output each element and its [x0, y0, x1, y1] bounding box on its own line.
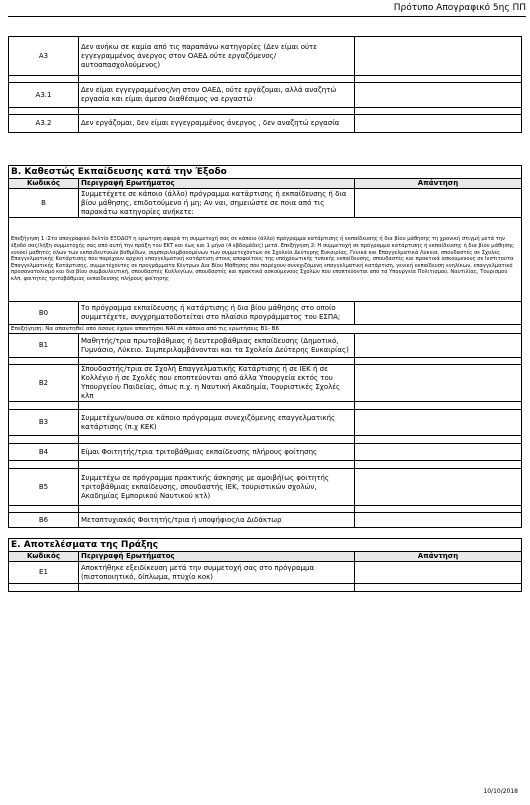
- code-cell: Β3: [9, 410, 79, 436]
- table-row: [9, 302, 522, 325]
- desc-cell: Μαθητής/τρια πρωτοβάθμιας ή δευτεροβάθμιας εκπαίδευσης (Δημοτικό, Γυμνάσιο, Λύκειο. Συμπεριλαμβάνονται και τα Σχολεία Δεύτερης Ευκαιρίας): [79, 334, 355, 358]
- desc-cell: Δεν είμαι εγγεγραμμένος/νη στον ΟΑΕΔ, ούτε εργάζομαι, αλλά αναζητώ εργασία και είμαι άμεσα διαθέσιμος να εργαστώ: [79, 83, 355, 108]
- desc-cell: Το πρόγραμμα εκπαίδευσης ή κατάρτισης ή δια βίου μάθησης στο οποίο συμμετέχετε, συγχρηματοδοτείται στο πλαίσιο προγράμματος του ΕΣΠΑ;: [79, 302, 355, 325]
- answer-cell[interactable]: [355, 410, 522, 436]
- col-answer-header: Απάντηση: [355, 179, 522, 189]
- code-cell: Β4: [9, 444, 79, 461]
- answer-cell[interactable]: [355, 334, 522, 358]
- desc-cell: Μεταπτυχιακός Φοιτητής/τρια ή υποψήφιος/ια Διδάκτωρ: [79, 513, 355, 528]
- desc-cell: Συμμετέχων/ουσα σε κάποιο πρόγραμμα συνεχιζόμενης επαγγελματικής κατάρτισης (π.χ ΚΕΚ): [79, 410, 355, 436]
- answer-cell[interactable]: [355, 513, 522, 528]
- code-cell: Β5: [9, 469, 79, 506]
- table-row: [9, 189, 522, 218]
- code-cell: Α3: [9, 37, 79, 76]
- col-code-header: Κωδικός: [9, 552, 79, 562]
- code-cell: Α3.1: [9, 83, 79, 108]
- code-cell: Β2: [9, 365, 79, 402]
- table-row: [9, 334, 522, 358]
- answer-cell[interactable]: [355, 189, 522, 218]
- col-desc-header: Περιγραφή Ερωτήματος: [79, 552, 355, 562]
- footer-date: 10/10/2018: [483, 788, 518, 795]
- desc-cell: Σπουδαστής/τρια σε Σχολή Επαγγελματικής Κατάρτισης ή σε ΙΕΚ ή σε Κολλέγιο ή σε Σχολές που εποπτεύονται από άλλα Υπουργεία εκτός του Υπουργείου Παιδείας, όπως π.χ. η Ναυτική Ακαδημία, Τουριστικές Σχολές κλπ: [79, 365, 355, 402]
- col-desc-header: Περιγραφή Ερωτήματος: [79, 179, 355, 189]
- code-cell: Β6: [9, 513, 79, 528]
- code-cell: Ε1: [9, 562, 79, 584]
- answer-cell[interactable]: [355, 365, 522, 402]
- answer-cell[interactable]: [355, 562, 522, 584]
- col-answer-header: Απάντηση: [355, 552, 522, 562]
- table-row: [9, 562, 522, 584]
- desc-cell: Δεν ανήκω σε καμία από τις παραπάνω κατηγορίες (Δεν είμαι ούτε εγγεγραμμένος άνεργος στον ΟΑΕΔ ούτε εργαζόμενος/αυτοαπασχολούμενος): [79, 37, 355, 76]
- note-text: Επεξήγηση: Να απαντηθεί από όσους έχουν απαντήσει ΝΑΙ σε κάποιο από τις ερωτήσεις Β1- Β6: [9, 325, 522, 334]
- desc-cell: Συμμετέχω σε πρόγραμμα πρακτικής άσκησης με αμοιβή(ως φοιτητής τριτοβάθμιας εκπαίδευσης, σπουδαστής ΙΕΚ, τουριστικών σχολών, Ακαδημίας Εμπορικού Ναυτικού κτλ): [79, 469, 355, 506]
- desc-cell: Συμμετέχετε σε κάποιο (άλλο) πρόγραμμα κατάρτισης ή εκπαίδευσης ή δια βίου μάθησης, επιδοτούμενο ή μη; Αν ναι, σημειώστε σε ποια από τις παρακάτω κατηγορίες ανήκετε:: [79, 189, 355, 218]
- form-title: Πρότυπο Απογραφικό 5ης ΠΠ: [393, 3, 526, 13]
- answer-cell[interactable]: [355, 83, 522, 108]
- section-b-title: Β. Καθεστώς Εκπαίδευσης κατά την Έξοδο: [9, 166, 522, 179]
- table-row: [9, 469, 522, 506]
- table-row: [9, 37, 522, 76]
- col-code-header: Κωδικός: [9, 179, 79, 189]
- table-row: [9, 365, 522, 402]
- table-row: [9, 410, 522, 436]
- desc-cell: Αποκτήθηκε εξειδίκευση μετά την συμμετοχή σας στο πρόγραμμα (πιστοποιητικό, δίπλωμα, πτυχίο κοκ): [79, 562, 355, 584]
- code-cell: Β0: [9, 302, 79, 325]
- answer-cell[interactable]: [355, 444, 522, 461]
- code-cell: Α3.2: [9, 115, 79, 133]
- table-row: [9, 83, 522, 108]
- clarification-text: Επεξήγηση 1 :Στο απογραφικό δελτίο ΕΞΟΔΟΥ η ερώτηση αφορά τη συμμετοχή σας σε κάποιο (άλλο) πρόγραμμα κατάρτισης ή εκπαίδευσης ή δια βίου μάθησης τη χρονική στιγμή μετά την έξοδό σας/λήξη συμμετοχής σας από αυτή την πράξη του ΕΚΤ και έως και 1 μήνα (4 εβδομάδες) μετά. Επεξήγηση 2: Η συμμετοχή σε πρόγραμμα κατάρτισης ή εκπαίδευσης ή δια βίου μάθησης εννοεί μαθητές όλων των εκπαιδευτικών βαθμίδων, συμπεριλαμβανομένων των συμμετεχόντων σε Σχολεία Δεύτερης Ευκαιρίας, Γενικά και Επαγγελματικά Λύκεια, σπουδαστές σε Σχολές Επαγγελματικής Κατάρτισης που παρέχουν αρχική επαγγελματική κατάρτιση στους αποφοίτους της υποχρεωτικής τυπικής εκπαίδευσης, σπουδαστές και πρακτικά ασκούμενους σε Ινστιτούτα Επαγγελματικής Κατάρτισης, συμμετέχοντες σε προγράμματα Κέντρων Δια Βίου Μάθησης που παρέχουν συνεχιζόμενη επαγγελματική κατάρτιση, γενική εκπαίδευση ενηλίκων, επαγγελματικό προσανατολισμό και δια βίου συμβουλευτική, σπουδαστές Κολλεγίων, σπουδαστές και πρακτικά ασκούμενους Σχολών που εποπτεύονται από τα Υπουργεία Πολιτισμού, Ναυτιλίας, Τουρισμού κλπ, φοιτητές τριτοβάθμιας εκπαίδευσης πλήρους φοίτησης: [9, 218, 522, 302]
- desc-cell: Δεν εργάζομαι, δεν είμαι εγγεγραμμένος άνεργος , δεν αναζητώ εργασία: [79, 115, 355, 133]
- section-b-table: [8, 165, 522, 528]
- header-divider: [8, 16, 526, 17]
- table-row: [9, 115, 522, 133]
- table-a3: [8, 36, 522, 133]
- table-row: [9, 513, 522, 528]
- desc-cell: Είμαι Φοιτητής/τρια τριτοβάθμιας εκπαίδευσης πλήρους φοίτησης: [79, 444, 355, 461]
- section-e-table: [8, 538, 522, 592]
- code-cell: Β1: [9, 334, 79, 358]
- answer-cell[interactable]: [355, 469, 522, 506]
- answer-cell[interactable]: [355, 302, 522, 325]
- answer-cell[interactable]: [355, 115, 522, 133]
- table-row: [9, 444, 522, 461]
- answer-cell[interactable]: [355, 37, 522, 76]
- code-cell: Β: [9, 189, 79, 218]
- page-header: [0, 0, 530, 18]
- section-e-title: Ε. Αποτελέσματα της Πράξης: [9, 539, 522, 552]
